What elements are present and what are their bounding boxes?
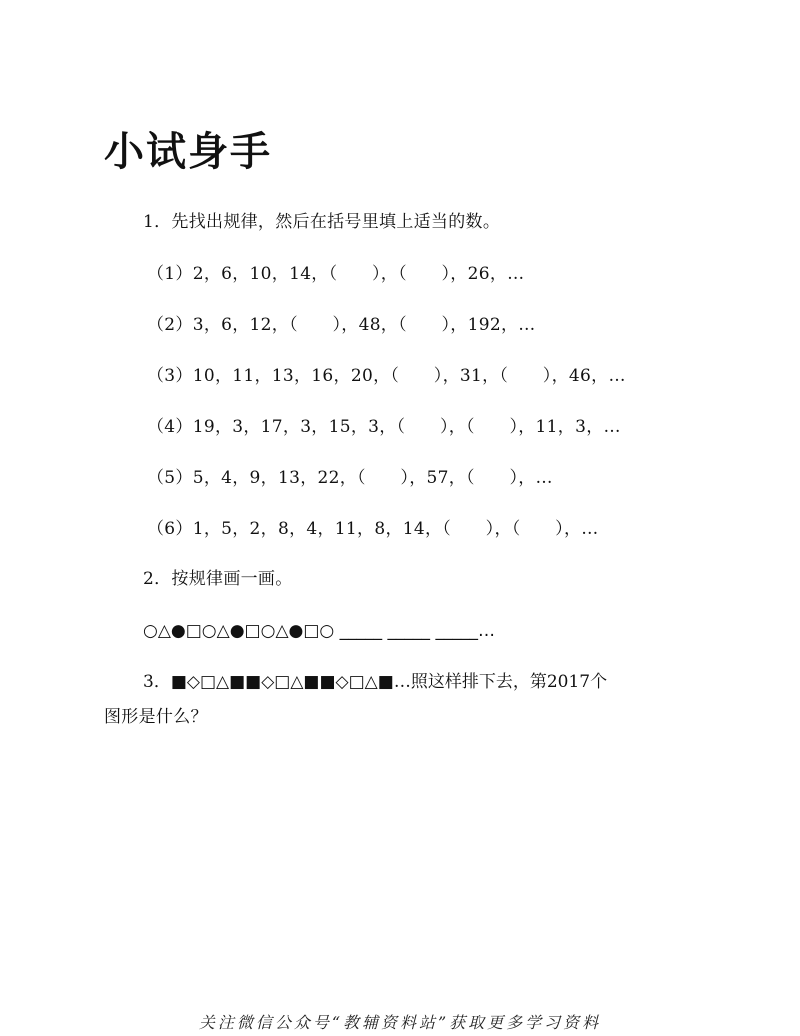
question-1-item-3: （3）10，11，13，16，20，（ ），31，（ ），46，… bbox=[147, 366, 626, 386]
question-1-item-2: （2）3，6，12，（ ），48，（ ），192，… bbox=[147, 315, 536, 335]
footer-watermark: 关注微信公众号“教辅资料站”获取更多学习资料 bbox=[198, 1013, 602, 1032]
question-2-shape-sequence: ○△●□○△●□○△●□○ _____ _____ _____… bbox=[143, 621, 495, 641]
question-1-item-6: （6）1，5，2，8，4，11，8，14，（ ），（ ），… bbox=[147, 519, 599, 539]
question-1-item-4: （4）19，3，17，3，15，3，（ ），（ ），11，3，… bbox=[147, 417, 621, 437]
question-3-line-2: 图形是什么？ bbox=[104, 707, 208, 727]
question-2-heading: 2．按规律画一画。 bbox=[143, 569, 293, 589]
question-1-item-1: （1）2，6，10，14，（ ），（ ），26，… bbox=[147, 264, 525, 284]
question-3-line-1: 3．■◇□△■■◇□△■■◇□△■…照这样排下去，第2017个 bbox=[143, 672, 608, 692]
page-title: 小试身手 bbox=[104, 129, 272, 175]
question-1-item-5: （5）5，4，9，13，22，（ ），57，（ ），… bbox=[147, 468, 553, 488]
question-1-heading: 1．先找出规律，然后在括号里填上适当的数。 bbox=[143, 212, 501, 232]
